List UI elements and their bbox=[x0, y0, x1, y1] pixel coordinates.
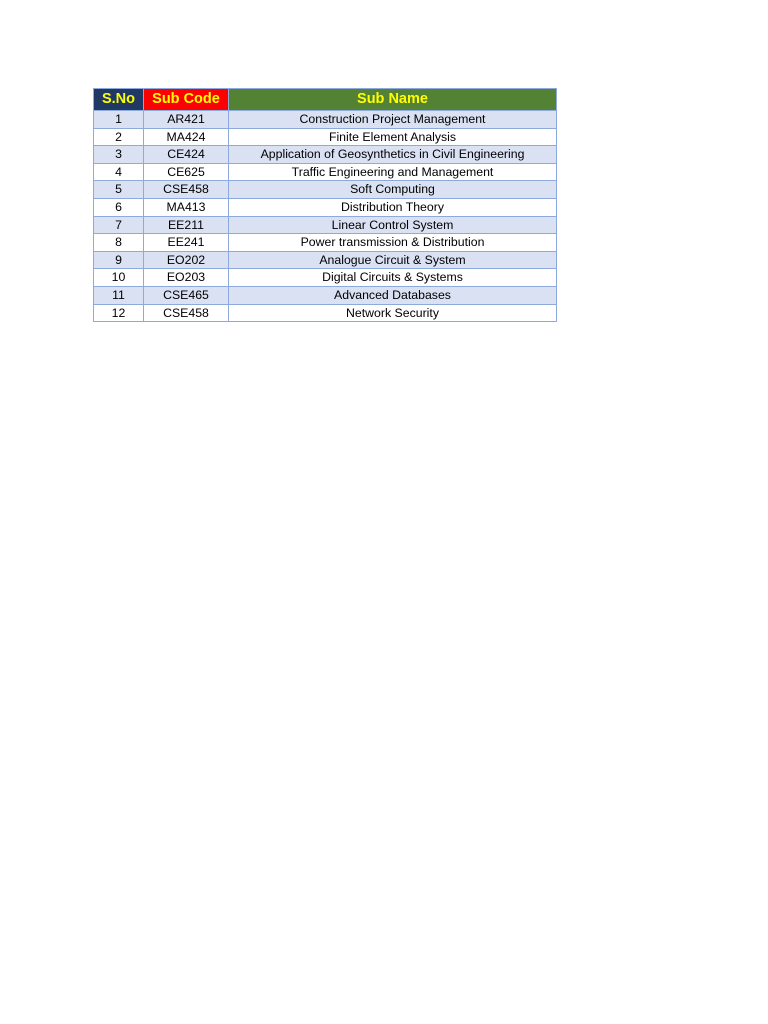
cell-sub-code: CSE465 bbox=[144, 286, 229, 304]
header-sub-name: Sub Name bbox=[229, 89, 557, 111]
cell-sno: 10 bbox=[94, 269, 144, 287]
cell-sub-name: Soft Computing bbox=[229, 181, 557, 199]
table-row bbox=[94, 234, 557, 252]
cell-sub-code: MA424 bbox=[144, 128, 229, 146]
cell-sub-name: Analogue Circuit & System bbox=[229, 251, 557, 269]
cell-sub-name: Traffic Engineering and Management bbox=[229, 163, 557, 181]
cell-sno: 2 bbox=[94, 128, 144, 146]
table-row bbox=[94, 146, 557, 164]
cell-sno: 4 bbox=[94, 163, 144, 181]
table-row bbox=[94, 251, 557, 269]
cell-sub-name: Network Security bbox=[229, 304, 557, 322]
cell-sno: 8 bbox=[94, 234, 144, 252]
cell-sno: 11 bbox=[94, 286, 144, 304]
cell-sub-code: CE424 bbox=[144, 146, 229, 164]
cell-sub-code: EO202 bbox=[144, 251, 229, 269]
table-row bbox=[94, 198, 557, 216]
cell-sub-code: CSE458 bbox=[144, 181, 229, 199]
cell-sub-code: CSE458 bbox=[144, 304, 229, 322]
cell-sub-name: Distribution Theory bbox=[229, 198, 557, 216]
cell-sub-code: CE625 bbox=[144, 163, 229, 181]
cell-sub-code: EO203 bbox=[144, 269, 229, 287]
cell-sub-name: Power transmission & Distribution bbox=[229, 234, 557, 252]
cell-sub-code: EE241 bbox=[144, 234, 229, 252]
cell-sub-name: Finite Element Analysis bbox=[229, 128, 557, 146]
table-row bbox=[94, 163, 557, 181]
subjects-sheet bbox=[93, 88, 557, 322]
cell-sub-name: Application of Geosynthetics in Civil Engineering bbox=[229, 146, 557, 164]
subjects-table bbox=[93, 88, 557, 322]
header-sno: S.No bbox=[94, 89, 144, 111]
header-sub-code: Sub Code bbox=[144, 89, 229, 111]
cell-sno: 9 bbox=[94, 251, 144, 269]
cell-sub-name: Linear Control System bbox=[229, 216, 557, 234]
table-body bbox=[94, 111, 557, 322]
cell-sno: 3 bbox=[94, 146, 144, 164]
header-row bbox=[94, 89, 557, 111]
cell-sub-code: EE211 bbox=[144, 216, 229, 234]
table-row bbox=[94, 269, 557, 287]
table-row bbox=[94, 128, 557, 146]
cell-sub-code: MA413 bbox=[144, 198, 229, 216]
table-row bbox=[94, 111, 557, 129]
table-row bbox=[94, 304, 557, 322]
cell-sub-name: Construction Project Management bbox=[229, 111, 557, 129]
cell-sno: 1 bbox=[94, 111, 144, 129]
cell-sno: 5 bbox=[94, 181, 144, 199]
table-row bbox=[94, 216, 557, 234]
cell-sno: 6 bbox=[94, 198, 144, 216]
cell-sno: 12 bbox=[94, 304, 144, 322]
cell-sub-name: Advanced Databases bbox=[229, 286, 557, 304]
table-row bbox=[94, 181, 557, 199]
cell-sno: 7 bbox=[94, 216, 144, 234]
cell-sub-code: AR421 bbox=[144, 111, 229, 129]
table-row bbox=[94, 286, 557, 304]
cell-sub-name: Digital Circuits & Systems bbox=[229, 269, 557, 287]
